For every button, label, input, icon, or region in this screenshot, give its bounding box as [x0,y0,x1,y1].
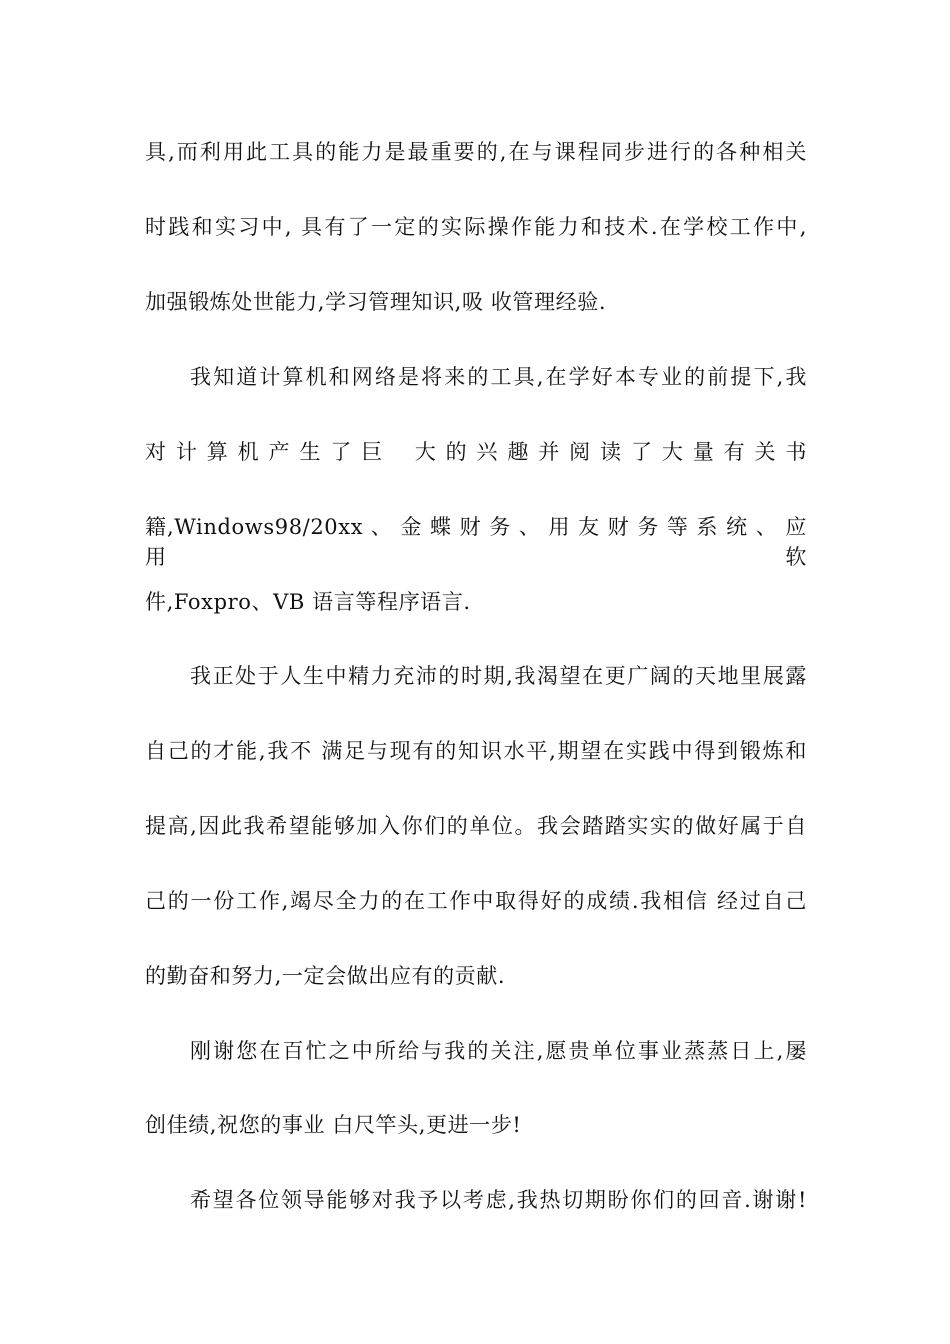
text-line: 提高,因此我希望能够加入你们的单位。我会踏踏实实的做好属于自 [145,814,807,838]
paragraph-first-line: 刚谢您在百忙之中所给与我的关注,愿贵单位事业蒸蒸日上,屡 [190,1039,807,1063]
text-line: 籍,Windows98/20xx 、 金 蝶 财 务 、 用 友 财 务 等 系 统 、 应 用 软 [145,515,807,569]
text-line: 对 计 算 机 产 生 了 巨 大 的 兴 趣 并 阅 读 了 大 量 有 关 书 [145,440,807,464]
text-line: 创佳绩,祝您的事业 白尺竿头,更进一步! [145,1113,522,1137]
text-line: 件,Foxpro、VB 语言等程序语言. [145,590,471,614]
text-line: 自己的才能,我不 满足与现有的知识水平,期望在实践中得到锻炼和 [145,739,807,763]
paragraph-first-line: 我正处于人生中精力充沛的时期,我渴望在更广阔的天地里展露 [190,664,807,688]
text-line: 具,而利用此工具的能力是最重要的,在与课程同步进行的各种相关 [145,140,807,164]
text-line: 时践和实习中, 具有了一定的实际操作能力和技术.在学校工作中, [145,215,807,239]
text-line: 的勤奋和努力,一定会做出应有的贡献. [145,964,506,988]
text-line: 己的一份工作,竭尽全力的在工作中取得好的成绩.我相信 经过自己 [145,889,807,913]
paragraph-first-line: 希望各位领导能够对我予以考虑,我热切期盼你们的回音.谢谢! [190,1188,807,1212]
text-line: 加强锻炼处世能力,学习管理知识,吸 收管理经验. [145,290,607,314]
paragraph-first-line: 我知道计算机和网络是将来的工具,在学好本专业的前提下,我 [190,365,807,389]
